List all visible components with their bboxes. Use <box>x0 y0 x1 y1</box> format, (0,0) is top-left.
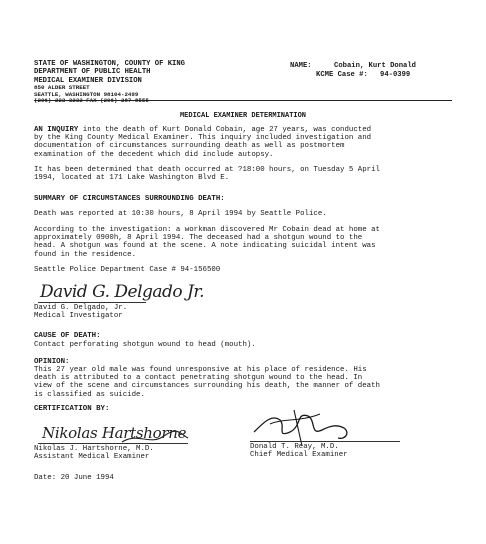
opinion-line-3: view of the scene and circumstances surrounding his death, the manner of death <box>34 382 380 391</box>
document-title: MEDICAL EXAMINER DETERMINATION <box>179 112 307 120</box>
name-label: NAME: <box>290 62 312 70</box>
chief-name: Donald T. Reay, M.D. <box>250 443 339 451</box>
opinion-line-2: death is attributed to a contact penetrating shotgun wound to the head. In <box>34 374 363 383</box>
investigation-line-4: found in the residence. <box>34 250 137 259</box>
certification-heading: CERTIFICATION BY: <box>34 405 110 413</box>
investigator-signature: David G. Delgado Jr. <box>40 282 205 302</box>
opinion-paragraph <box>34 366 380 399</box>
opinion-line-4: is classified as suicide. <box>34 390 145 399</box>
assistant-signature-line <box>38 443 188 444</box>
name-value: Cobain, Kurt Donald <box>334 62 416 70</box>
inquiry-line-4: examination of the decedent which did include autopsy. <box>34 150 274 159</box>
inquiry-line-1: into the death of Kurt Donald Cobain, age 27 years, was conducted <box>78 126 372 134</box>
investigation-line-2: approximately 0900h, 8 April 1994. The deceased had a shotgun wound to the <box>34 234 363 243</box>
case-label: KCME Case #: <box>316 70 368 79</box>
assistant-name: Nikolas J. Hartshorne, M.D. <box>34 445 154 453</box>
opinion-heading: OPINION: <box>34 358 70 366</box>
determination-paragraph <box>34 166 380 182</box>
summary-heading: SUMMARY OF CIRCUMSTANCES SURROUNDING DEATH: <box>34 195 225 203</box>
header-divider <box>34 100 452 101</box>
report-line: Death was reported at 10:30 hours, 8 April 1994 by Seattle Police. <box>34 210 327 218</box>
letterhead-phone: (206) 223-3232 FAX (206) 287-8555 <box>34 97 149 105</box>
determination-line-1: It has been determined that death occurred at ?18:00 hours, on Tuesday 5 April <box>34 166 380 174</box>
letterhead-city: SEATTLE, WASHINGTON 98104-2499 <box>34 90 139 98</box>
investigation-line-3: head. A shotgun was found at the scene. A note indicating suicidal intent was <box>34 242 376 251</box>
letterhead-state: STATE OF WASHINGTON, COUNTY OF KING <box>34 60 185 68</box>
investigator-name: David G. Delgado, Jr. <box>34 304 128 312</box>
letterhead-division: MEDICAL EXAMINER DIVISION <box>34 76 142 85</box>
inquiry-line-2: by the King County Medical Examiner. This inquiry included investigation and <box>34 134 372 143</box>
inquiry-paragraph <box>34 126 371 159</box>
letterhead-department: DEPARTMENT OF PUBLIC HEALTH <box>34 68 151 77</box>
case-number-row <box>290 71 416 80</box>
assistant-block <box>34 445 154 461</box>
investigation-paragraph <box>34 226 380 259</box>
decedent-name-row <box>290 62 416 71</box>
assistant-signature: Nikolas Hartshorne <box>42 424 187 442</box>
chief-signature-line <box>250 441 400 442</box>
case-value: 94-0399 <box>380 70 411 79</box>
assistant-title: Assistant Medical Examiner <box>34 453 150 462</box>
inquiry-lead: AN INQUIRY <box>34 126 79 134</box>
letterhead <box>34 60 185 105</box>
investigator-signature-line <box>38 302 146 303</box>
case-info <box>290 62 416 80</box>
cause-text: Contact perforating shotgun wound to head (mouth). <box>34 341 256 349</box>
investigator-block <box>34 304 127 320</box>
police-case-number: Seattle Police Department Case # 94-156500 <box>34 266 221 274</box>
opinion-line-1: This 27 year old male was found unresponsive at his place of residence. His <box>34 366 367 374</box>
investigator-title: Medical Investigator <box>34 312 123 321</box>
cause-heading: CAUSE OF DEATH: <box>34 332 101 340</box>
chief-block <box>250 443 348 459</box>
letterhead-street: 850 ALDER STREET <box>34 84 90 92</box>
determination-line-2: 1994, located at 171 Lake Washington Blvd E. <box>34 174 230 183</box>
document-date: Date: 20 June 1994 <box>34 474 114 482</box>
chief-title: Chief Medical Examiner <box>250 451 348 460</box>
inquiry-line-3: documentation of circumstances surrounding death as well as postmortem <box>34 142 345 151</box>
investigation-line-1: According to the investigation: a workman discovered Mr Cobain dead at home at <box>34 226 380 234</box>
